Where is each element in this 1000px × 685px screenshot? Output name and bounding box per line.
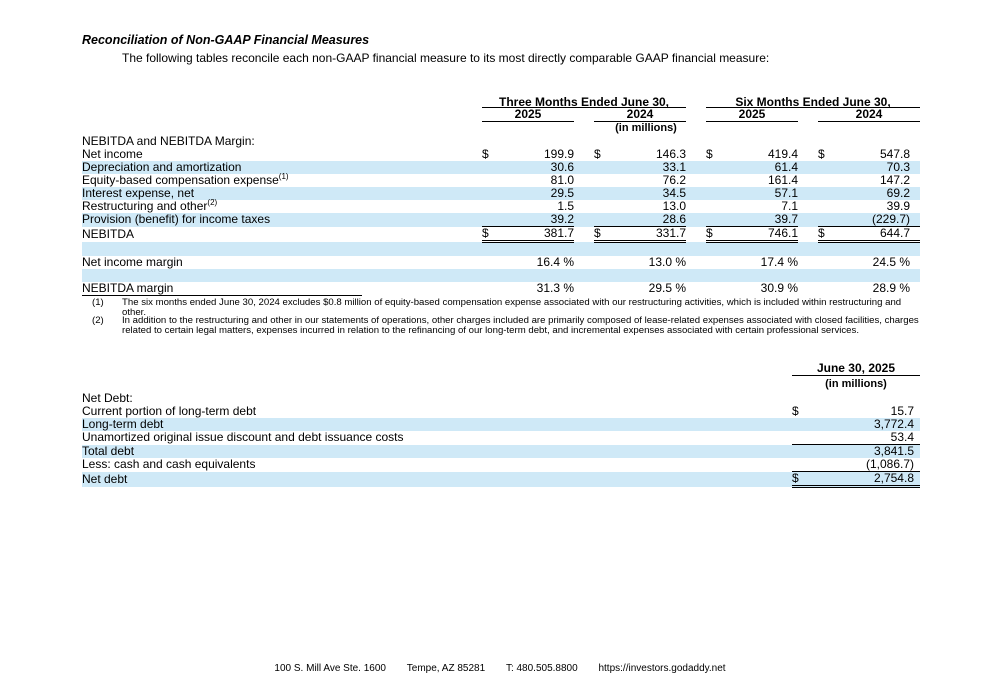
units-label: (in millions) (615, 122, 677, 134)
value-cell: 24.5 % (872, 255, 910, 269)
spacer (686, 200, 706, 213)
currency-symbol (818, 200, 832, 213)
value-cell: 39.7 (720, 213, 798, 227)
spacer (594, 256, 608, 269)
spacer (686, 174, 706, 187)
spacer-row (82, 242, 920, 257)
currency-symbol (482, 161, 496, 174)
currency-symbol (818, 174, 832, 187)
section-label: NEBITDA and NEBITDA Margin: (82, 134, 255, 148)
spacer (686, 161, 706, 174)
margin-row (82, 256, 920, 269)
spacer (910, 148, 920, 161)
value-cell: 7.1 (781, 199, 798, 213)
spacer (798, 213, 818, 227)
row-label: Net income margin (82, 255, 183, 269)
spacer (574, 174, 594, 187)
net-debt-date-header: June 30, 2025 (792, 362, 920, 376)
spacer (686, 187, 706, 200)
spacer (482, 282, 496, 295)
intro-paragraph (82, 52, 882, 65)
spacer (686, 227, 706, 242)
currency-symbol: $ (594, 147, 601, 161)
value-cell: 57.1 (720, 187, 798, 200)
currency-symbol: $ (594, 227, 608, 242)
value-cell: 70.3 (832, 161, 910, 174)
year-header: 2024 (594, 108, 686, 122)
currency-symbol (594, 161, 608, 174)
value-cell: 28.9 % (872, 281, 910, 295)
value-cell: 746.1 (720, 227, 798, 242)
currency-symbol: $ (792, 472, 806, 487)
page-footer (0, 663, 1000, 674)
table-row (82, 418, 920, 431)
value-cell: (229.7) (832, 213, 910, 227)
spacer (574, 161, 594, 174)
currency-symbol: $ (706, 227, 720, 242)
spacer (686, 213, 706, 227)
currency-symbol (482, 187, 496, 200)
spacer (910, 282, 920, 295)
row-label: Net debt (82, 472, 792, 487)
section-title: Reconciliation of Non-GAAP Financial Measures (82, 33, 370, 47)
spacer (910, 187, 920, 200)
row-label: Depreciation and amortization (82, 161, 482, 174)
section-label: Net Debt: (82, 391, 133, 405)
currency-symbol (818, 213, 832, 227)
spacer (798, 161, 818, 174)
spacer (686, 282, 706, 295)
value-cell: 13.0 % (648, 255, 686, 269)
currency-symbol (818, 187, 832, 200)
footnote-text: The six months ended June 30, 2024 excludes $0.8 million of equity-based compensation expense associated with our restructuring activities, which is included within restructuring and other. (122, 297, 902, 318)
currency-symbol: $ (482, 227, 496, 242)
spacer (910, 227, 920, 242)
spacer (798, 200, 818, 213)
row-label: Interest expense, net (82, 187, 482, 200)
currency-symbol (818, 161, 832, 174)
footnote-number: (1) (92, 297, 104, 308)
net-debt-table (82, 362, 920, 488)
spacer (818, 282, 832, 295)
row-label: Equity-based compensation expense$^{(1)}$ (82, 172, 289, 187)
currency-symbol (706, 200, 720, 213)
value-cell: 81.0 (550, 173, 574, 187)
value-cell: 1.5 (557, 199, 574, 213)
footnote-ref: (2) (207, 198, 218, 207)
value-cell: 76.2 (662, 173, 686, 187)
value-cell: 199.9 (543, 147, 574, 161)
row-label: Current portion of long-term debt (82, 404, 257, 418)
footnote-number: (2) (92, 315, 104, 326)
spacer (910, 200, 920, 213)
spacer (574, 187, 594, 200)
value-cell: 31.3 % (536, 281, 574, 295)
table-row (82, 458, 920, 472)
value-cell: 29.5 (496, 187, 574, 200)
spacer (910, 161, 920, 174)
value-cell: 69.2 (832, 187, 910, 200)
currency-symbol (482, 213, 496, 227)
footer-city: Tempe, AZ 85281 (406, 663, 486, 674)
row-label: Net income (82, 147, 143, 161)
value-cell: 13.0 (662, 199, 686, 213)
currency-symbol (706, 213, 720, 227)
value-cell: 61.4 (720, 161, 798, 174)
nebitda-table (82, 85, 920, 295)
currency-symbol (792, 458, 806, 472)
value-cell: 161.4 (767, 173, 798, 187)
year-header: 2024 (818, 108, 920, 122)
row-label: Long-term debt (82, 418, 792, 431)
value-cell: 33.1 (608, 161, 686, 174)
spacer (574, 213, 594, 227)
spacer (910, 213, 920, 227)
footnote-text: In addition to the restructuring and other in our statements of operations, other charges included are primarily composed of lease-related expenses associated with closed facilities, charges related to certain legal matters, expenses incurred in relation to the refinancing of our long-term debt, and incremental expenses associated with certain professional services. (122, 315, 919, 336)
footer-phone: T: 480.505.8800 (505, 663, 578, 674)
row-label: Less: cash and cash equivalents (82, 457, 256, 472)
spacer (798, 174, 818, 187)
currency-symbol (482, 200, 496, 213)
spacer (574, 200, 594, 213)
spacer (574, 227, 594, 242)
spacer (686, 148, 706, 161)
value-cell: 39.9 (886, 199, 910, 213)
row-label: Unamortized original issue discount and debt issuance costs (82, 430, 404, 445)
spacer (798, 148, 818, 161)
spacer (818, 256, 832, 269)
currency-symbol (594, 213, 608, 227)
table-row (82, 227, 920, 242)
year-header: 2025 (482, 108, 574, 122)
value-cell: 547.8 (879, 147, 910, 161)
spacer (574, 148, 594, 161)
footnote-divider (82, 295, 362, 296)
currency-symbol (594, 187, 608, 200)
currency-symbol (706, 174, 720, 187)
spacer (706, 256, 720, 269)
spacer (706, 282, 720, 295)
table-row (82, 445, 920, 459)
currency-symbol (792, 418, 806, 431)
spacer (82, 242, 920, 257)
currency-symbol: $ (818, 227, 832, 242)
currency-symbol (482, 174, 496, 187)
currency-symbol: $ (482, 147, 489, 161)
table-row (82, 431, 920, 445)
spacer (574, 256, 594, 269)
value-cell: 17.4 % (760, 255, 798, 269)
table-row (82, 213, 920, 227)
value-cell: 644.7 (832, 227, 910, 242)
year-header: 2025 (706, 108, 798, 122)
value-cell: 34.5 (608, 187, 686, 200)
value-cell: 3,772.4 (806, 418, 920, 431)
value-cell: 30.6 (496, 161, 574, 174)
spacer (482, 256, 496, 269)
spacer (910, 174, 920, 187)
row-label: Provision (benefit) for income taxes (82, 213, 482, 227)
spacer (574, 282, 594, 295)
currency-symbol (594, 174, 608, 187)
group-header-three-months: Three Months Ended June 30, (482, 85, 686, 108)
value-cell: 147.2 (879, 173, 910, 187)
value-cell: 15.7 (890, 404, 914, 418)
footer-address: 100 S. Mill Ave Ste. 1600 (274, 663, 386, 674)
value-cell: 381.7 (496, 227, 574, 242)
currency-symbol (706, 161, 720, 174)
value-cell: 29.5 % (648, 281, 686, 295)
currency-symbol (792, 445, 806, 459)
table-row (82, 472, 920, 487)
value-cell: 146.3 (655, 147, 686, 161)
row-label: Total debt (82, 445, 792, 459)
spacer (686, 256, 706, 269)
spacer (798, 227, 818, 242)
spacer (798, 282, 818, 295)
currency-symbol (594, 200, 608, 213)
currency-symbol (706, 187, 720, 200)
spacer (910, 256, 920, 269)
currency-symbol (792, 431, 806, 445)
group-header-six-months: Six Months Ended June 30, (706, 85, 920, 108)
value-cell: 53.4 (890, 430, 914, 444)
spacer (798, 256, 818, 269)
units-label: (in millions) (825, 377, 887, 390)
currency-symbol: $ (792, 404, 799, 418)
row-label: NEBITDA (82, 226, 135, 241)
table-row (82, 405, 920, 418)
margin-row (82, 282, 920, 295)
spacer (798, 187, 818, 200)
value-cell: 39.2 (496, 213, 574, 227)
currency-symbol: $ (818, 147, 825, 161)
row-label: NEBITDA margin (82, 281, 174, 295)
spacer (594, 282, 608, 295)
value-cell: 331.7 (608, 227, 686, 242)
value-cell: 16.4 % (536, 255, 574, 269)
value-cell: 2,754.8 (806, 472, 920, 487)
row-label: Restructuring and other$^{(2)}$ (82, 198, 218, 213)
intro-text: The following tables reconcile each non-GAAP financial measure to its most directly comparable GAAP financial measure: (122, 51, 770, 65)
value-cell: (1,086.7) (865, 457, 914, 471)
value-cell: 419.4 (767, 147, 798, 161)
value-cell: 3,841.5 (806, 445, 920, 459)
currency-symbol: $ (706, 147, 713, 161)
footer-url: https://investors.godaddy.net (598, 663, 726, 674)
value-cell: 30.9 % (760, 281, 798, 295)
footnote-ref: (1) (278, 172, 289, 181)
value-cell: 28.6 (608, 213, 686, 227)
